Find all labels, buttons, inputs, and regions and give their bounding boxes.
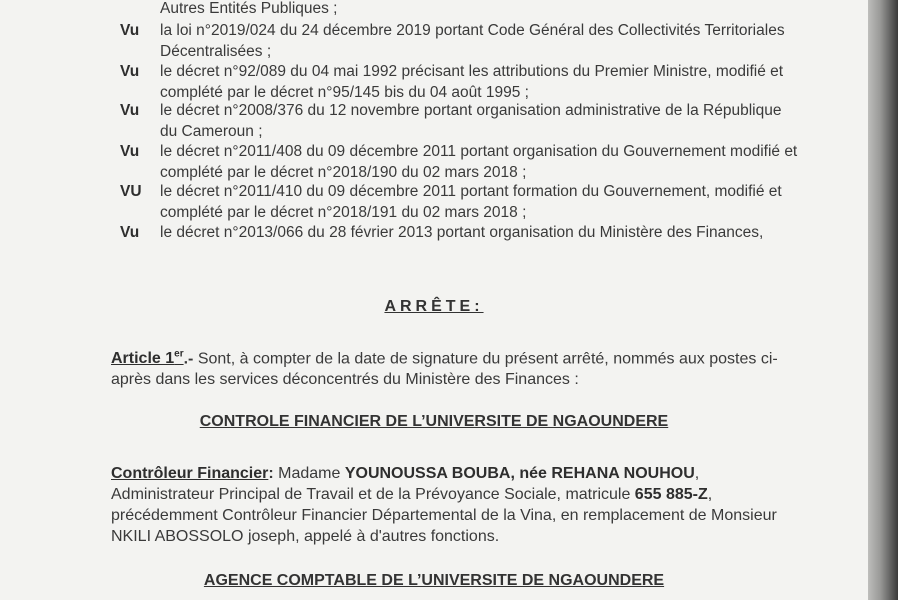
section-title-controle: CONTROLE FINANCIER DE L’UNIVERSITE DE NGAOUNDERE <box>199 413 669 430</box>
vu-text: le décret n°2011/410 du 09 décembre 2011 portant formation du Gouvernement, modifié et complété par le décret n°2018/191 du 02 mars 2018 ; <box>160 183 782 221</box>
vu-text: la loi n°2019/024 du 24 décembre 2019 portant Code Général des Collectivités Territoriales Décentralisées ; <box>160 22 785 60</box>
vu-text: le décret n°92/089 du 04 mai 1992 précisant les attributions du Premier Ministre, modifié et complété par le décret n°95/145 bis du 04 août 1995 ; <box>160 63 784 101</box>
controleur-paragraph: Contrôleur Financier: Madame YOUNOUSSA BOUBA, née REHANA NOUHOU, Administrateur Principal de Travail et de la Prévoyance Sociale, matricule 655 885-Z, précédemment Contrôleur Financier Départemental de la Vina, en remplacement de Monsieur NKILI ABOSSOLO joseph, appelé à d'autres fonctions. <box>111 465 777 545</box>
vu-label: Vu <box>120 63 140 80</box>
vu-text: Autres Entités Publiques ; <box>160 0 338 17</box>
page-edge-shadow <box>868 0 898 600</box>
article-1-text: Sont, à compter de la date de signature du présent arrêté, nommés aux postes ci-après dans les services déconcentrés du Ministère des Finances : <box>111 350 778 389</box>
article-1-label: Article 1er <box>111 349 184 368</box>
vu-label: Vu <box>120 102 140 119</box>
controleur-label: Contrôleur Financier <box>111 465 269 482</box>
vu-text: le décret n°2011/408 du 09 décembre 2011 portant organisation du Gouvernement modifié et complété par le décret n°2018/190 du 02 mars 2018 ; <box>160 143 798 181</box>
vu-label: Vu <box>120 224 140 241</box>
matricule: 655 885-Z <box>634 486 708 503</box>
controleur-name: YOUNOUSSA BOUBA, née REHANA NOUHOU <box>344 465 695 482</box>
article-1: Article 1er.- Sont, à compter de la date de signature du présent arrêté, nommés aux postes ci-après dans les services déconcentrés du Ministère des Finances : <box>111 349 778 389</box>
vu-text: le décret n°2013/066 du 28 février 2013 portant organisation du Ministère des Finances, <box>160 224 764 241</box>
vu-label: Vu <box>120 143 140 160</box>
vu-label: VU <box>120 183 142 200</box>
section-title-agence: AGENCE COMPTABLE DE L’UNIVERSITE DE NGAOUNDERE <box>203 572 665 589</box>
vu-text: le décret n°2008/376 du 12 novembre portant organisation administrative de la République du Cameroun ; <box>160 102 782 140</box>
vu-label: Vu <box>120 22 140 39</box>
arrete-heading: ARRÊTE: <box>384 298 484 315</box>
